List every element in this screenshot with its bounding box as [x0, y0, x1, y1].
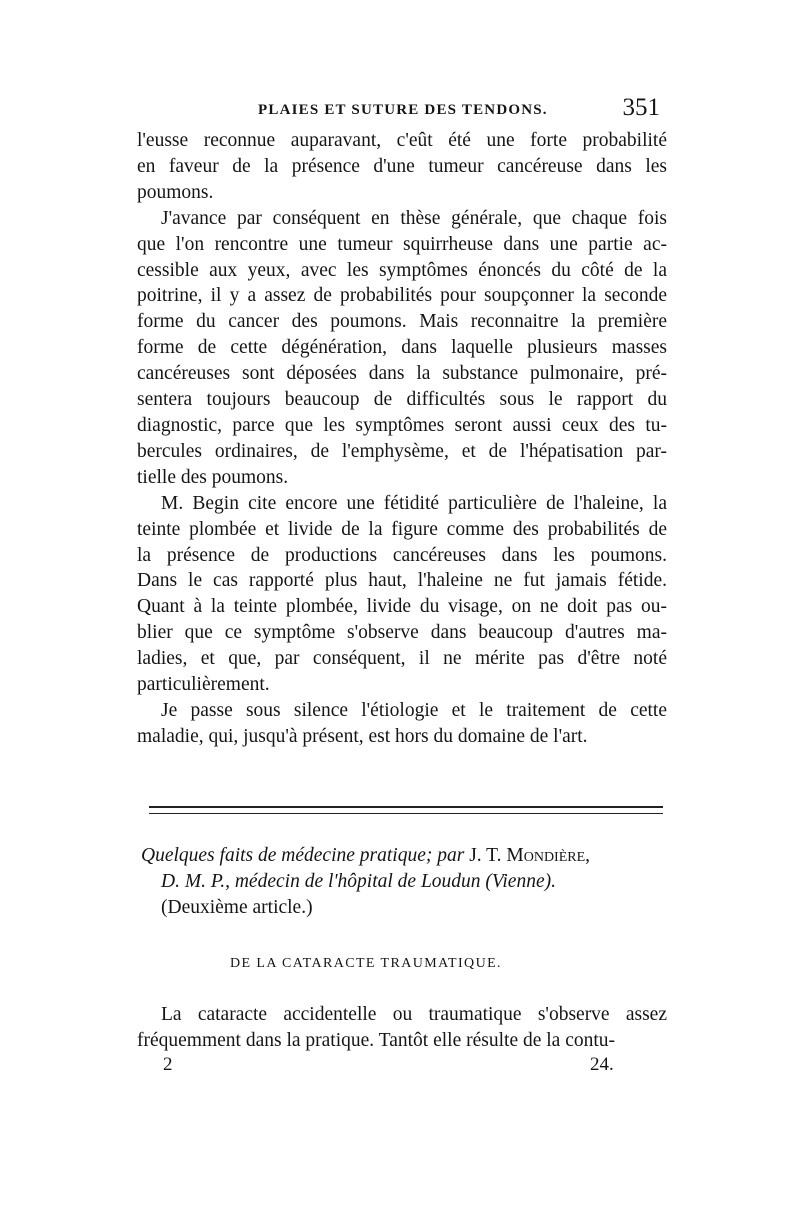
- text-line: diagnostic, parce que les symptômes seront aussi ceux des tu-: [137, 414, 667, 436]
- article-author: J. T. Mondière,: [469, 845, 591, 866]
- paragraph-5: [137, 1002, 667, 1054]
- text-line: ladies, et que, par conséquent, il ne mérite pas d'être noté: [137, 648, 667, 670]
- text-line: blier que ce symptôme s'observe dans beaucoup d'autres ma-: [137, 622, 667, 644]
- running-head: PLAIES ET SUTURE DES TENDONS.: [258, 102, 548, 118]
- text-line: que l'on rencontre une tumeur squirrheuse dans une partie ac-: [137, 233, 667, 255]
- text-line: Quant à la teinte plombée, livide du visage, on ne doit pas ou-: [137, 596, 667, 618]
- article-part: (Deuxième article.): [161, 897, 313, 918]
- text-line: cancéreuses sont déposées dans la substance pulmonaire, pré-: [137, 363, 667, 385]
- section-rule-thin: [149, 813, 663, 814]
- text-line: Je passe sous silence l'étiologie et le traitement de cette: [161, 699, 667, 721]
- author-credentials: D. M. P., médecin de l'hôpital de Loudun (Vienne).: [161, 871, 556, 892]
- paragraph-3: [137, 491, 667, 698]
- page-number: 351: [622, 94, 660, 121]
- text-line: La cataracte accidentelle ou traumatique s'observe assez: [161, 1004, 667, 1025]
- text-line: maladie, qui, jusqu'à présent, est hors du domaine de l'art.: [137, 725, 588, 747]
- text-line: particulièrement.: [137, 674, 270, 696]
- section-rule-thick: [149, 806, 663, 808]
- text-line: tielle des poumons.: [137, 466, 289, 488]
- text-line: sentera toujours beaucoup de difficultés sous le rapport du: [137, 389, 667, 411]
- text-line: la présence de productions cancéreuses dans les poumons.: [137, 544, 667, 566]
- opening-paragraph: [137, 1002, 667, 1054]
- paragraph-2: [137, 206, 667, 491]
- text-line: forme de cette dégénération, dans laquelle plusieurs masses: [137, 337, 667, 359]
- text-line: bercules ordinaires, de l'emphysème, et de l'hépatisation par-: [137, 440, 667, 462]
- text-line: cessible aux yeux, avec les symptômes énoncés du côté de la: [137, 259, 667, 281]
- section-title: DE LA CATARACTE TRAUMATIQUE.: [230, 956, 502, 971]
- article-title: Quelques faits de médecine pratique; par: [141, 845, 465, 866]
- article-byline: [141, 843, 671, 921]
- signature-mark-left: 2: [163, 1054, 173, 1075]
- text-line: fréquemment dans la pratique. Tantôt elle résulte de la contu-: [137, 1030, 616, 1051]
- paragraph-1: [137, 128, 667, 206]
- text-line: M. Begin cite encore une fétidité particulière de l'haleine, la: [161, 492, 667, 514]
- body-text: [137, 128, 667, 750]
- text-line: Dans le cas rapporté plus haut, l'haleine ne fut jamais fétide.: [137, 570, 667, 592]
- text-line: en faveur de la présence d'une tumeur cancéreuse dans les: [137, 155, 667, 177]
- text-line: J'avance par conséquent en thèse générale, que chaque fois: [161, 207, 667, 229]
- text-line: poumons.: [137, 181, 214, 203]
- text-line: l'eusse reconnue auparavant, c'eût été une forte probabilité: [137, 130, 667, 151]
- paragraph-4: [137, 698, 667, 750]
- byline-line-1: [141, 843, 671, 869]
- text-line: teinte plombée et livide de la figure comme des probabilités de: [137, 518, 667, 540]
- text-line: poitrine, il y a assez de probabilités pour soupçonner la seconde: [137, 285, 667, 307]
- text-line: forme du cancer des poumons. Mais reconnaitre la première: [137, 311, 667, 333]
- page-header: [140, 94, 660, 128]
- signature-mark-right: 24.: [590, 1054, 614, 1075]
